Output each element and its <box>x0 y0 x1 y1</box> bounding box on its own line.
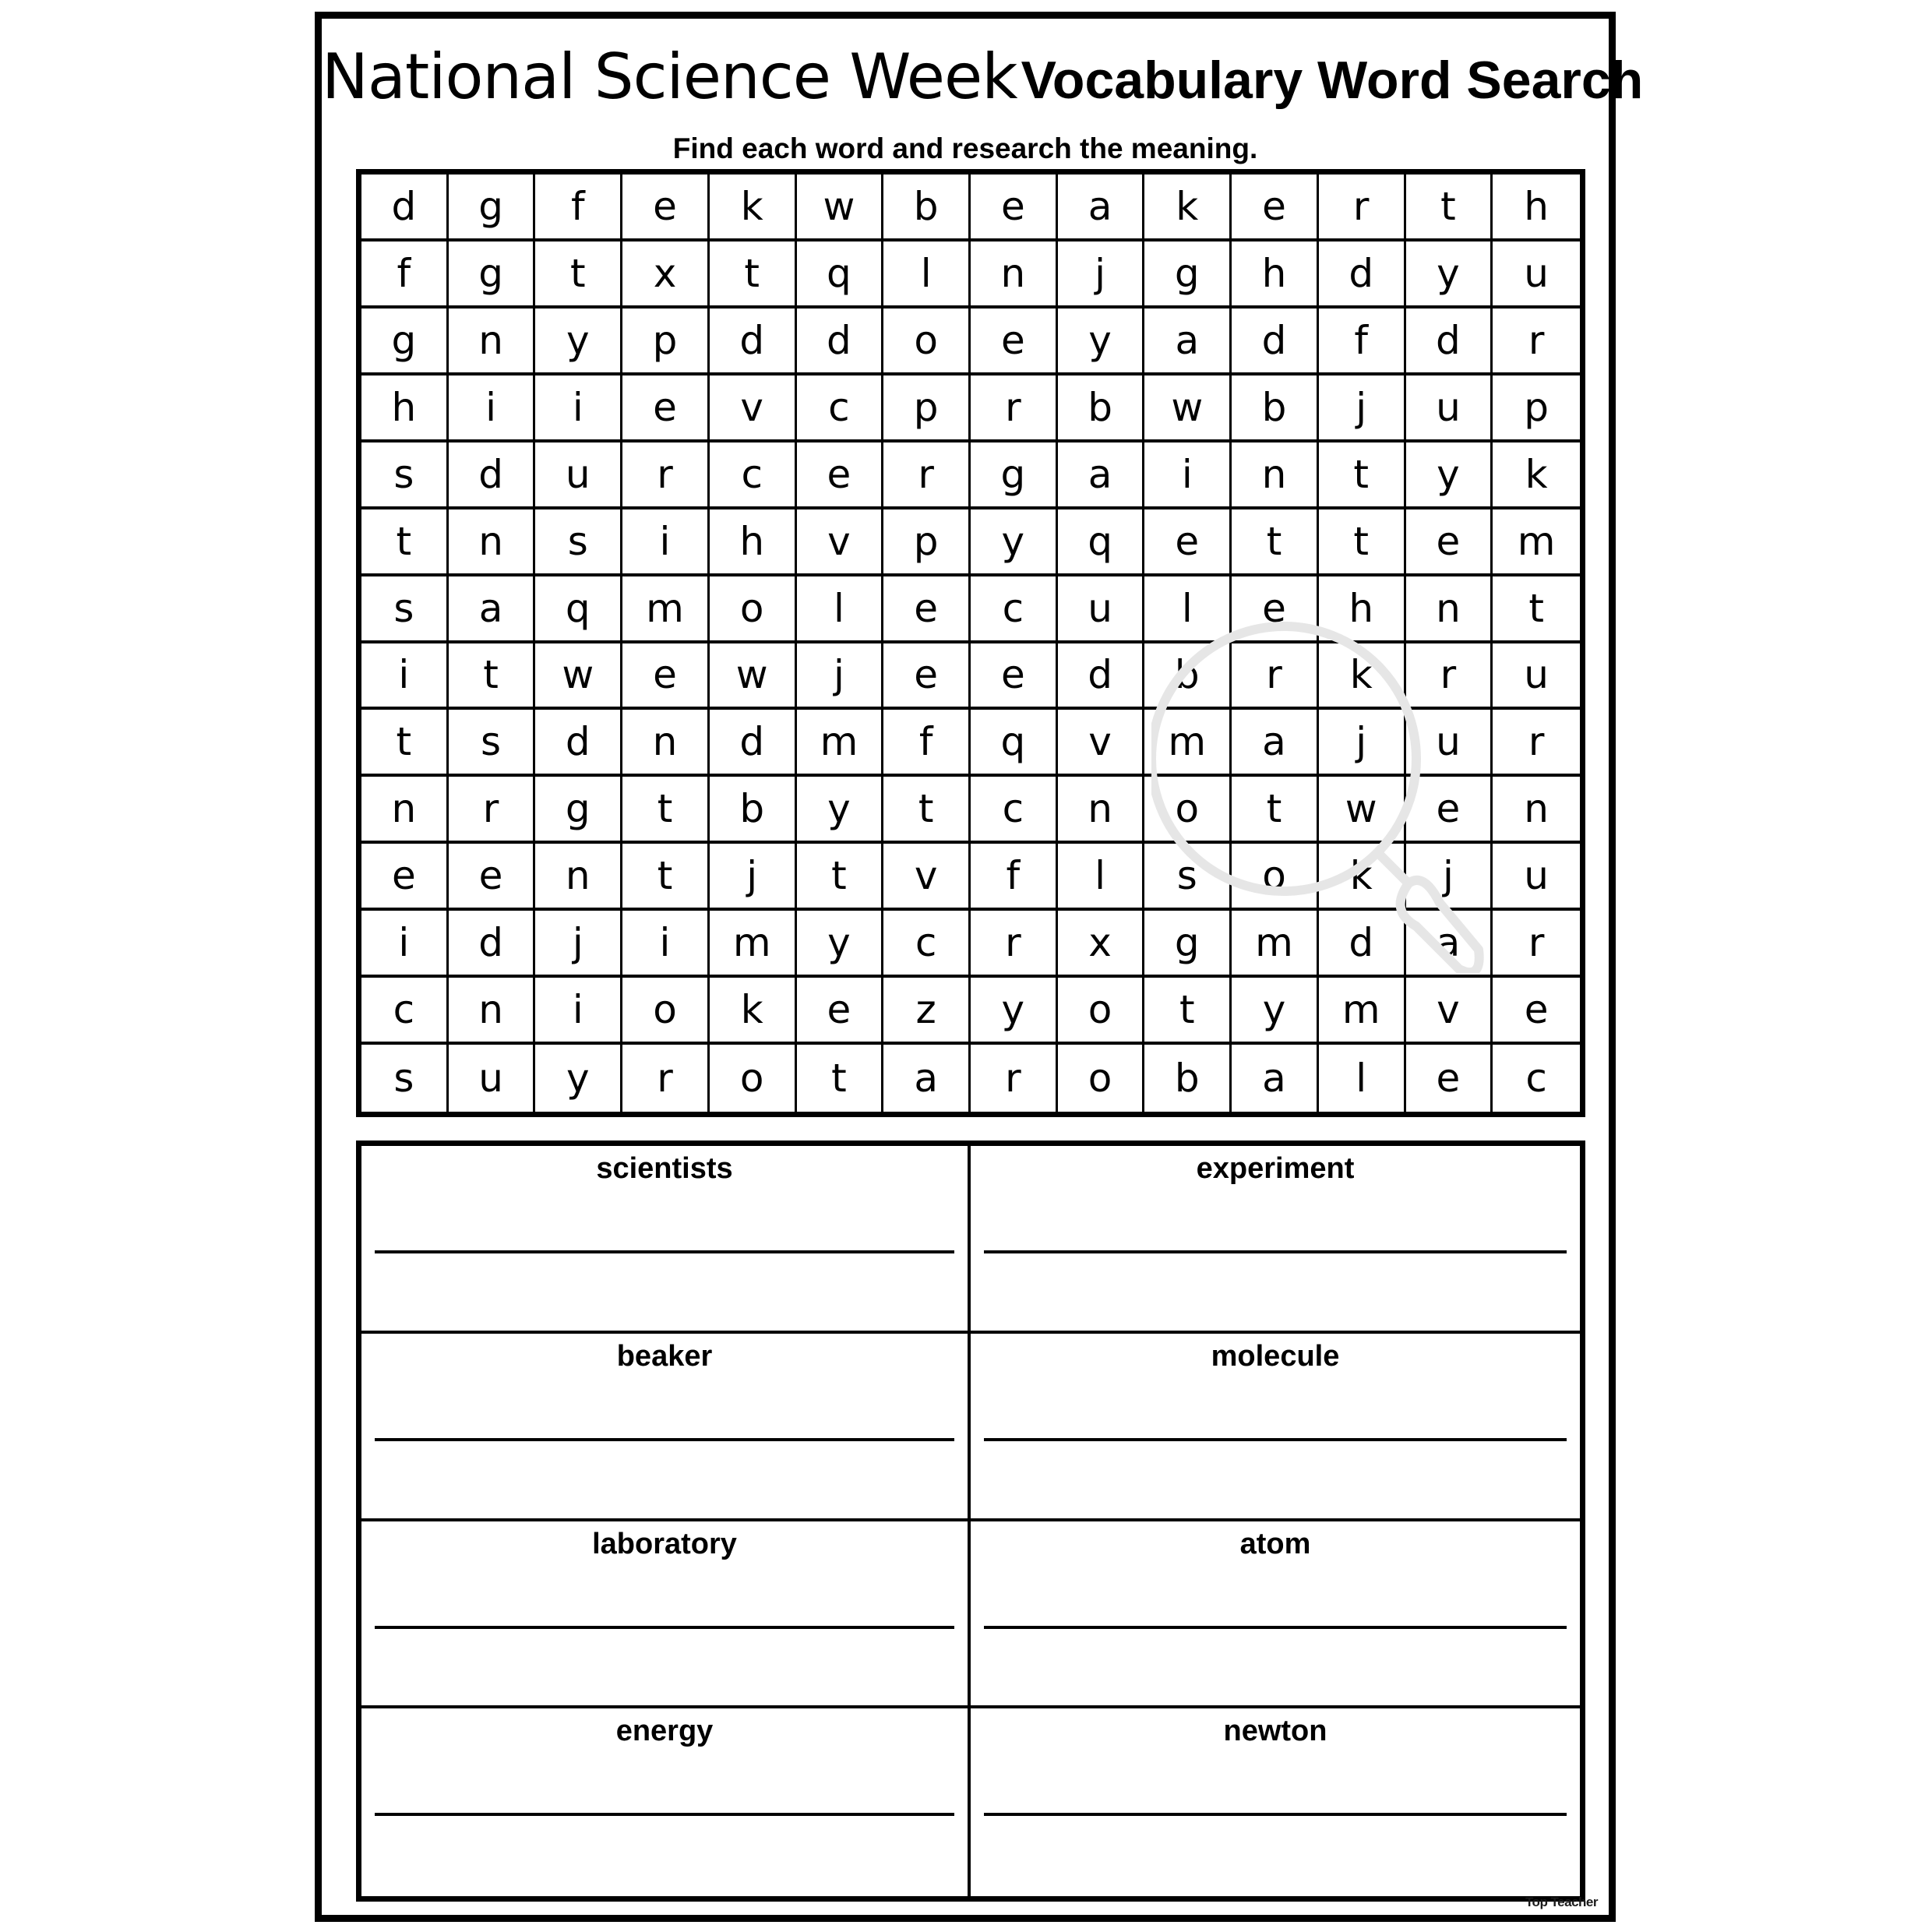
word-entry <box>361 1334 971 1521</box>
grid-cell[interactable]: l <box>1144 576 1232 643</box>
grid-cell[interactable]: d <box>710 308 797 375</box>
grid-cell[interactable]: n <box>535 844 622 911</box>
word-entry <box>361 1146 971 1334</box>
grid-cell[interactable]: c <box>797 375 884 442</box>
grid-cell[interactable]: e <box>622 643 710 710</box>
grid-cell[interactable]: i <box>361 643 449 710</box>
grid-cell[interactable]: h <box>1232 242 1319 308</box>
grid-cell[interactable]: o <box>1058 978 1145 1045</box>
grid-cell[interactable]: s <box>361 442 449 509</box>
grid-cell[interactable]: d <box>535 710 622 777</box>
grid-cell[interactable]: d <box>1319 911 1406 978</box>
definition-writing-line[interactable] <box>375 1250 954 1253</box>
grid-cell[interactable]: a <box>1058 442 1145 509</box>
definition-writing-line[interactable] <box>984 1250 1567 1253</box>
grid-cell[interactable]: e <box>1144 509 1232 576</box>
grid-cell[interactable]: e <box>361 844 449 911</box>
grid-cell[interactable]: h <box>1319 576 1406 643</box>
grid-cell[interactable]: d <box>1319 242 1406 308</box>
grid-cell[interactable]: r <box>1493 710 1580 777</box>
grid-cell[interactable]: w <box>797 175 884 242</box>
worksheet-page <box>315 12 1644 1922</box>
definition-writing-line[interactable] <box>375 1813 954 1816</box>
word-entry <box>971 1708 1580 1896</box>
word-entry <box>971 1521 1580 1709</box>
grid-cell[interactable]: f <box>535 175 622 242</box>
grid-cell[interactable]: o <box>1058 1045 1145 1112</box>
grid-cell[interactable]: l <box>797 576 884 643</box>
grid-cell[interactable]: w <box>710 643 797 710</box>
definition-writing-line[interactable] <box>984 1626 1567 1629</box>
instructions: Find each word and research the meaning. <box>672 132 1258 164</box>
grid-cell[interactable]: r <box>971 911 1058 978</box>
grid-cell[interactable]: b <box>883 175 971 242</box>
grid-cell[interactable]: j <box>1319 710 1406 777</box>
grid-cell[interactable]: d <box>1058 643 1145 710</box>
grid-cell[interactable]: q <box>797 242 884 308</box>
grid-cell[interactable]: b <box>1232 375 1319 442</box>
grid-cell[interactable]: s <box>361 1045 449 1112</box>
grid-cell[interactable]: t <box>622 844 710 911</box>
grid-cell[interactable]: s <box>1144 844 1232 911</box>
grid-cell[interactable]: v <box>883 844 971 911</box>
grid-cell[interactable]: c <box>1525 1056 1547 1102</box>
grid-cell[interactable]: m <box>1232 911 1319 978</box>
grid-cell[interactable]: f <box>1319 308 1406 375</box>
grid-cell[interactable]: s <box>361 576 449 643</box>
grid-cell[interactable]: b <box>1058 375 1145 442</box>
grid-cell[interactable]: m <box>1319 978 1406 1045</box>
grid-cell[interactable]: b <box>710 777 797 844</box>
grid-cell[interactable]: n <box>449 509 536 576</box>
grid-cell[interactable]: h <box>1493 175 1580 242</box>
grid-cell[interactable]: o <box>622 978 710 1045</box>
grid-cell[interactable]: t <box>449 643 536 710</box>
grid-cell[interactable]: m <box>710 911 797 978</box>
grid-cell[interactable]: p <box>1493 375 1580 442</box>
grid-cell[interactable]: i <box>622 509 710 576</box>
grid-cell[interactable]: a <box>1058 175 1145 242</box>
grid-cell[interactable]: y <box>1406 242 1493 308</box>
grid-cell[interactable]: n <box>622 710 710 777</box>
grid-cell[interactable]: t <box>1319 442 1406 509</box>
title-light: National Science Week <box>322 41 1017 113</box>
grid-cell[interactable]: n <box>361 777 449 844</box>
grid-cell[interactable]: m <box>1144 710 1232 777</box>
grid-cell[interactable]: c <box>971 576 1058 643</box>
grid-cell[interactable]: g <box>449 242 536 308</box>
grid-cell[interactable]: o <box>710 576 797 643</box>
grid-cell[interactable]: k <box>1319 643 1406 710</box>
definition-writing-line[interactable] <box>984 1813 1567 1816</box>
grid-cell[interactable]: v <box>797 509 884 576</box>
grid-cell[interactable]: e <box>883 576 971 643</box>
grid-cell[interactable]: r <box>622 1045 710 1112</box>
grid-cell[interactable]: a <box>1406 911 1493 978</box>
grid-cell[interactable]: x <box>622 242 710 308</box>
definition-writing-line[interactable] <box>375 1438 954 1441</box>
grid-cell[interactable]: k <box>1493 442 1580 509</box>
title-bold: Vocabulary Word Search <box>1021 51 1644 110</box>
grid-cell[interactable]: e <box>1232 175 1319 242</box>
grid-cell[interactable]: e <box>971 175 1058 242</box>
grid-cell[interactable]: y <box>535 308 622 375</box>
vocabulary-word: beaker <box>616 1339 713 1373</box>
grid-cell[interactable]: f <box>971 844 1058 911</box>
grid-cell[interactable]: j <box>535 911 622 978</box>
grid-cell[interactable]: y <box>971 509 1058 576</box>
grid-cell[interactable]: e <box>1406 509 1493 576</box>
grid-cell[interactable]: w <box>1144 375 1232 442</box>
grid-cell[interactable]: n <box>449 978 536 1045</box>
grid-cell[interactable]: u <box>1058 576 1145 643</box>
grid-cell[interactable]: s <box>449 710 536 777</box>
grid-cell[interactable]: n <box>971 242 1058 308</box>
grid-cell[interactable]: n <box>1058 777 1145 844</box>
grid-cell[interactable]: q <box>535 576 622 643</box>
grid-cell[interactable]: i <box>622 911 710 978</box>
grid-cell[interactable]: m <box>797 710 884 777</box>
grid-cell[interactable]: j <box>1058 242 1145 308</box>
grid-cell[interactable]: i <box>535 375 622 442</box>
grid-cell[interactable]: e <box>971 643 1058 710</box>
grid-cell[interactable]: q <box>1058 509 1145 576</box>
grid-cell[interactable]: p <box>622 308 710 375</box>
grid-cell[interactable]: t <box>710 242 797 308</box>
grid-cell[interactable]: k <box>710 978 797 1045</box>
grid-cell[interactable]: a <box>1232 1045 1319 1112</box>
grid-cell[interactable]: c <box>971 777 1058 844</box>
grid-cell[interactable]: y <box>797 911 884 978</box>
grid-cell[interactable]: i <box>449 375 536 442</box>
grid-cell[interactable]: t <box>622 777 710 844</box>
grid-cell[interactable]: e <box>883 643 971 710</box>
grid-cell[interactable]: t <box>361 710 449 777</box>
grid-cell[interactable]: g <box>1144 242 1232 308</box>
grid-cell[interactable]: r <box>449 777 536 844</box>
grid-cell[interactable]: l <box>1319 1045 1406 1112</box>
grid-cell[interactable]: r <box>1493 911 1580 978</box>
grid-cell[interactable]: j <box>710 844 797 911</box>
grid-cell[interactable]: l <box>883 242 971 308</box>
grid-cell[interactable]: u <box>1493 242 1580 308</box>
grid-cell[interactable]: d <box>1406 308 1493 375</box>
grid-cell[interactable]: t <box>1493 576 1580 643</box>
grid-cell[interactable]: y <box>1058 308 1145 375</box>
grid-cell[interactable]: u <box>1406 375 1493 442</box>
grid-cell[interactable]: r <box>1406 643 1493 710</box>
grid-cell[interactable]: c <box>710 442 797 509</box>
grid-cell[interactable]: d <box>1232 308 1319 375</box>
vocabulary-word: molecule <box>1211 1339 1340 1373</box>
grid-cell[interactable]: j <box>797 643 884 710</box>
grid-cell[interactable]: y <box>1406 442 1493 509</box>
grid-cell[interactable]: f <box>883 710 971 777</box>
grid-cell[interactable]: a <box>1144 308 1232 375</box>
grid-cell[interactable]: i <box>535 978 622 1045</box>
grid-cell[interactable]: y <box>797 777 884 844</box>
grid-cell[interactable]: k <box>1144 175 1232 242</box>
grid-cell[interactable]: d <box>710 710 797 777</box>
grid-cell[interactable]: h <box>361 375 449 442</box>
grid-cell[interactable]: c <box>361 978 449 1045</box>
brand-footer: Top Teacher <box>1525 1895 1598 1909</box>
grid-cell[interactable]: t <box>1144 978 1232 1045</box>
grid-cell[interactable]: n <box>1406 576 1493 643</box>
grid-cell[interactable]: d <box>449 911 536 978</box>
vocabulary-word: experiment <box>1196 1152 1355 1185</box>
grid-cell[interactable]: y <box>971 978 1058 1045</box>
vocabulary-word: energy <box>615 1715 714 1748</box>
grid-cell[interactable]: e <box>1406 1045 1493 1112</box>
grid-cell[interactable]: u <box>535 442 622 509</box>
vocabulary-definitions-table <box>356 1141 1585 1902</box>
grid-cell[interactable]: e <box>622 175 710 242</box>
word-entry <box>971 1146 1580 1334</box>
page-title <box>322 41 1644 113</box>
grid-cell[interactable]: y <box>1232 978 1319 1045</box>
grid-cell[interactable]: g <box>535 777 622 844</box>
grid-cell[interactable]: g <box>971 442 1058 509</box>
grid-cell[interactable]: r <box>1319 175 1406 242</box>
grid-cell[interactable]: w <box>535 643 622 710</box>
grid-cell[interactable]: r <box>1493 308 1580 375</box>
grid-cell[interactable]: v <box>1406 978 1493 1045</box>
word-entry <box>361 1521 971 1709</box>
grid-cell[interactable]: i <box>361 911 449 978</box>
grid-cell[interactable]: p <box>883 375 971 442</box>
grid-cell[interactable]: e <box>1232 576 1319 643</box>
grid-cell[interactable]: u <box>1493 844 1580 911</box>
grid-cell[interactable]: e <box>1406 777 1493 844</box>
grid-cell[interactable]: a <box>883 1045 971 1112</box>
grid-cell[interactable]: p <box>883 509 971 576</box>
grid-cell[interactable]: h <box>710 509 797 576</box>
grid-cell[interactable]: l <box>1058 844 1145 911</box>
grid-cell[interactable]: b <box>1144 643 1232 710</box>
grid-cell[interactable]: t <box>361 509 449 576</box>
grid-cell[interactable]: o <box>1232 844 1319 911</box>
word-search-grid <box>356 169 1585 1117</box>
vocabulary-word: scientists <box>596 1152 733 1185</box>
definition-writing-line[interactable] <box>984 1438 1567 1441</box>
grid-cell[interactable]: a <box>1232 710 1319 777</box>
grid-cell[interactable]: j <box>1319 375 1406 442</box>
grid-cell[interactable]: d <box>361 175 449 242</box>
grid-cell[interactable]: f <box>361 242 449 308</box>
grid-cell[interactable]: o <box>710 1045 797 1112</box>
grid-cell[interactable]: n <box>1232 442 1319 509</box>
grid-cell[interactable]: m <box>622 576 710 643</box>
grid-cell[interactable]: k <box>710 175 797 242</box>
grid-cell[interactable]: r <box>1232 643 1319 710</box>
grid-cell[interactable]: t <box>1406 175 1493 242</box>
vocabulary-word: newton <box>1223 1715 1327 1748</box>
grid-cell[interactable]: o <box>883 308 971 375</box>
word-entry <box>971 1334 1580 1521</box>
vocabulary-word: atom <box>1239 1527 1311 1560</box>
grid-cell[interactable]: e <box>622 375 710 442</box>
grid-cell[interactable]: r <box>971 375 1058 442</box>
grid-cell[interactable]: m <box>1493 509 1580 576</box>
grid-cell[interactable]: x <box>1058 911 1145 978</box>
grid-cell[interactable]: a <box>449 576 536 643</box>
grid-cell[interactable]: t <box>883 777 971 844</box>
grid-cell[interactable]: e <box>797 978 884 1045</box>
grid-cell[interactable]: k <box>1319 844 1406 911</box>
grid-cell[interactable]: r <box>883 442 971 509</box>
grid-cell[interactable]: t <box>1232 509 1319 576</box>
grid-cell[interactable]: c <box>883 911 971 978</box>
grid-cell[interactable]: n <box>449 308 536 375</box>
vocabulary-word: laboratory <box>592 1527 737 1560</box>
grid-cell[interactable]: v <box>1058 710 1145 777</box>
grid-cell[interactable]: u <box>449 1045 536 1112</box>
grid-cell[interactable]: o <box>1144 777 1232 844</box>
grid-cell[interactable]: z <box>883 978 971 1045</box>
definition-writing-line[interactable] <box>375 1626 954 1629</box>
grid-cell[interactable]: e <box>971 308 1058 375</box>
grid-cell[interactable]: u <box>1406 710 1493 777</box>
grid-cell[interactable]: g <box>449 175 536 242</box>
grid-cell[interactable]: t <box>535 242 622 308</box>
grid-cell[interactable]: b <box>1144 1045 1232 1112</box>
word-entry <box>361 1708 971 1896</box>
grid-cell[interactable]: e <box>449 844 536 911</box>
grid-cell[interactable]: j <box>1406 844 1493 911</box>
grid-cell[interactable]: r <box>622 442 710 509</box>
grid-cell[interactable]: g <box>361 308 449 375</box>
grid-cell[interactable]: w <box>1319 777 1406 844</box>
grid-cell[interactable]: s <box>535 509 622 576</box>
grid-cell[interactable]: t <box>1319 509 1406 576</box>
grid-cell[interactable]: v <box>710 375 797 442</box>
grid-cell[interactable]: e <box>1493 978 1580 1045</box>
grid-cell[interactable]: q <box>971 710 1058 777</box>
grid-cell[interactable]: u <box>1493 643 1580 710</box>
grid-cell[interactable]: d <box>449 442 536 509</box>
grid-cell[interactable]: t <box>797 844 884 911</box>
grid-cell[interactable]: t <box>1232 777 1319 844</box>
grid-cell[interactable]: i <box>1144 442 1232 509</box>
grid-cell[interactable]: d <box>797 308 884 375</box>
grid-cell[interactable]: n <box>1493 777 1580 844</box>
grid-cell[interactable]: t <box>797 1045 884 1112</box>
grid-cell[interactable]: g <box>1144 911 1232 978</box>
grid-cell[interactable]: y <box>535 1045 622 1112</box>
grid-cell[interactable]: r <box>971 1045 1058 1112</box>
grid-cell[interactable]: e <box>797 442 884 509</box>
